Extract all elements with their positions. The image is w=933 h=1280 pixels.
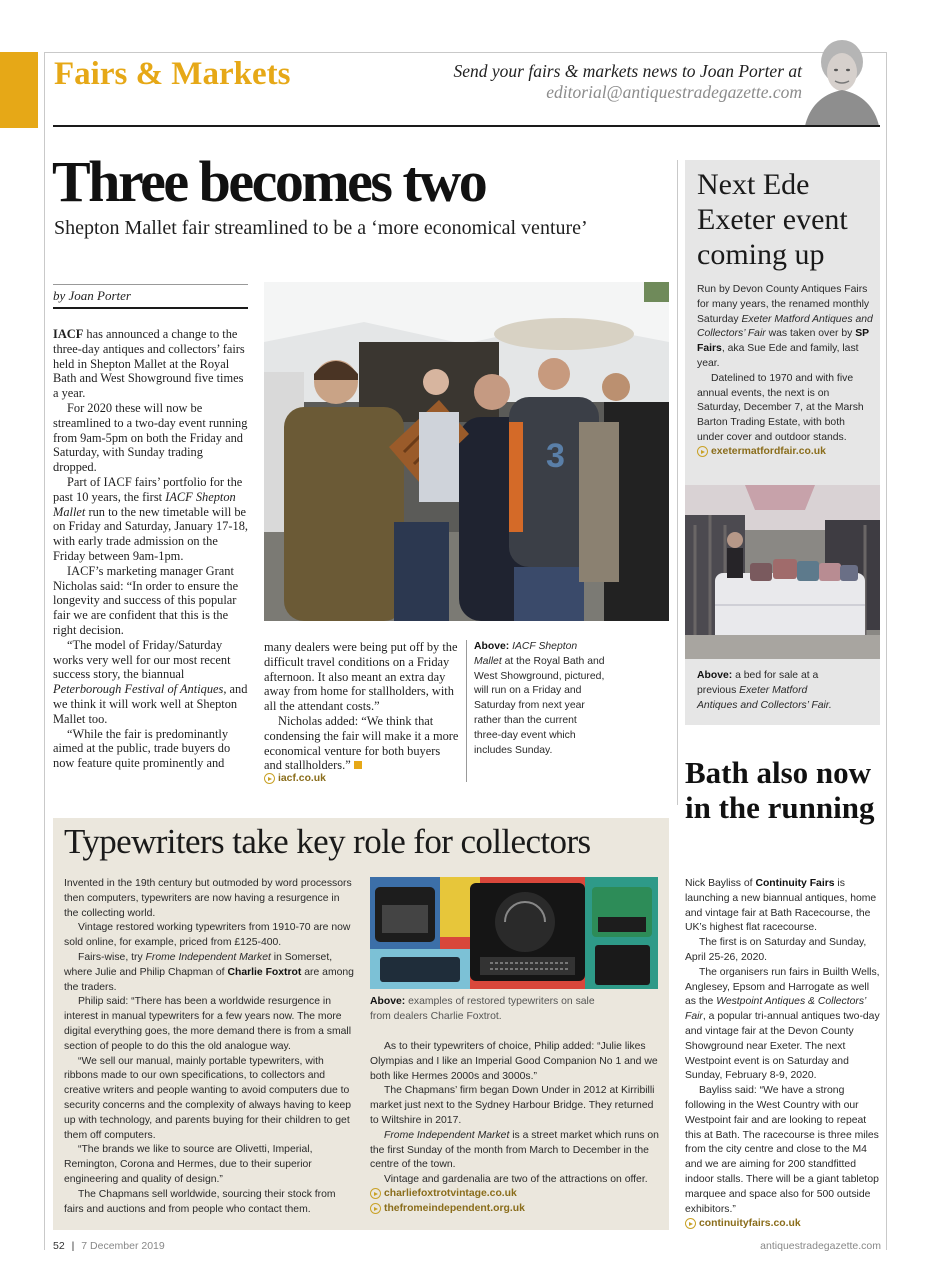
section-accent-bar <box>0 52 38 128</box>
paragraph <box>53 475 249 564</box>
main-headline: Three becomes two <box>52 149 486 214</box>
paragraph: Invented in the 19th century but outmoded by word processors then computers, typewriters are now having a resurgence in the collecting world. <box>64 878 352 919</box>
header-email[interactable]: editorial@antiquestradegazette.com <box>546 82 802 102</box>
typewriters-illustration <box>370 877 658 989</box>
caption-text: at the Royal Bath and West Showground, pictured, will run on a Friday and Saturday from next year rather than the current three-day event which includes Sunday. <box>474 655 605 756</box>
page-number: 52 <box>53 1240 65 1252</box>
typewriters-photo-caption <box>370 995 600 1025</box>
link-text[interactable]: thefromeindependent.org.uk <box>384 1203 525 1214</box>
bed-illustration <box>685 485 880 659</box>
text: The organisers run fairs in Builth Wells, Anglesey, Epsom and Harrogate as well as the <box>685 966 880 1008</box>
byline: by Joan Porter <box>53 288 131 303</box>
paragraph: The Chapmans’ firm began Down Under in 2012 at Kirribilli market just next to the Sydney Harbour Bridge. They returned to Wiltshire in 2017. <box>370 1085 655 1126</box>
paragraph: Datelined to 1970 and with five annual events, the next is on Saturday, December 7, at the Marsh Barton Trading Estate, with both under cover and outdoor stands. <box>697 372 864 443</box>
paragraph: For 2020 these will now be streamlined to a two-day event running from 9am-5pm on both the Friday and Saturday, with Sunday trading dropped. <box>53 400 248 475</box>
paragraph: Vintage and gardenalia are two of the attractions on offer. <box>384 1174 648 1186</box>
text: in Somerset, where Julie and Philip Chapman of <box>64 951 333 978</box>
text: Run by Devon County Antiques Fairs for many years, the renamed monthly Saturday <box>697 284 870 325</box>
text: , and we think it will work well at Shepton Mallet too. <box>53 682 248 726</box>
paragraph: The Chapmans sell worldwide, sourcing their stock from fairs and auctions and from people who contact them. <box>64 1188 336 1215</box>
text: Fairs-wise, try <box>78 951 146 963</box>
fair-name: Westpoint Antiques & Collectors’ Fair <box>685 996 866 1023</box>
fair-name: Peterborough Festival of Antiques <box>53 682 224 697</box>
text: , aka Sue Ede and family, last year. <box>697 343 859 369</box>
bath-headline: Bath also now in the running <box>685 755 875 825</box>
text: “The model of Friday/Saturday works very well for our most recent success story, the biannual <box>53 637 231 682</box>
text: run to the new timetable will be on Friday and Saturday, January 17-18, with early trade admission on the Friday between 9am-1pm. <box>53 504 248 563</box>
play-link-icon <box>370 1188 381 1199</box>
paragraph <box>53 327 249 401</box>
paragraph: many dealers were being put off by the difficult travel conditions on a Friday afternoon. It also meant an extra day away from home for stallholders, with all the attendant costs.” <box>264 640 458 714</box>
issue-date: 7 December 2019 <box>81 1240 165 1252</box>
text: Nicholas added: “We think that condensing the fair will make it a more economical venture for both buyers and stallholders.” <box>264 713 459 773</box>
text: Nick Bayliss of <box>685 878 756 889</box>
continuity-link[interactable] <box>685 1218 801 1229</box>
paragraph <box>685 877 881 936</box>
end-mark-icon <box>354 761 362 769</box>
typewriters-left-column <box>64 877 354 1217</box>
text: is launching a new biannual antiques, home and vintage fair at Bath Racecourse, the UK’s highest flat racecourse. <box>685 878 877 934</box>
footer-separator: | <box>71 1240 75 1252</box>
charliefoxtrot-link[interactable] <box>370 1188 517 1199</box>
main-story-column-1 <box>53 327 249 771</box>
text: was taken over by <box>765 328 856 340</box>
exeter-body <box>697 283 873 446</box>
market-name: Frome Independent Market <box>384 1129 510 1141</box>
exeter-link[interactable] <box>697 446 826 457</box>
link-text[interactable]: iacf.co.uk <box>278 773 326 784</box>
paragraph <box>697 283 873 372</box>
iacf-link[interactable] <box>264 773 326 784</box>
organiser: Continuity Fairs <box>755 878 835 889</box>
play-link-icon <box>370 1203 381 1214</box>
caption-text: a bed for sale at a previous <box>697 670 819 696</box>
paragraph: Bayliss said: “We have a strong following in the West Country with our Westpoint fair and are looking to repeat this at Bath. The racecourse is three miles from the city centre and close to the M4 and we are aiming for 200 standfitted indoor stalls. There will be a giant tabletop marquee and space also for 500 outside exhibitors.” <box>685 1085 879 1215</box>
text: has announced a change to the three-day antiques and collectors’ fairs held in Shepton Mallet at the Royal Bath and West Showground five times a year. <box>53 327 245 401</box>
paragraph: “While the fair is predominantly aimed at the public, trade buyers do now feature quite prominently and <box>53 726 231 771</box>
bath-body <box>685 877 881 1217</box>
fromeindependent-link[interactable] <box>370 1203 525 1214</box>
footer-left <box>53 1240 165 1252</box>
fair-name: Exeter Matford Antiques and Collectors’ Fair <box>697 313 873 340</box>
play-link-icon <box>697 446 708 457</box>
caption-fair: IACF Shepton Mallet <box>474 641 578 667</box>
fair-crowd-photo <box>264 282 669 621</box>
exeter-headline: Next Ede Exeter event coming up <box>697 168 848 271</box>
paragraph: “We sell our manual, mainly portable typewriters, with ribbons made to our own specifications, to collectors and creative writers and people wanting to avoid computers due to security concerns and the complexity of always having to keep up with technology, and parents buying for their children to get them off computers. <box>64 1055 352 1141</box>
play-link-icon <box>685 1218 696 1229</box>
caption-fair: Exeter Matford Antiques and Collectors’ Fair. <box>697 684 832 711</box>
caption-label: Above: <box>370 996 406 1007</box>
shirt-number: 3 <box>546 437 565 475</box>
play-link-icon <box>264 773 275 784</box>
portrait-illustration <box>803 34 881 126</box>
bed-photo <box>685 485 880 659</box>
link-text[interactable]: continuityfairs.co.uk <box>699 1218 801 1229</box>
lead-word: IACF <box>53 327 84 341</box>
caption-label: Above: <box>697 670 733 681</box>
organiser: SP Fairs <box>697 328 869 355</box>
paragraph <box>264 714 460 773</box>
paragraph: Philip said: “There has been a worldwide resurgence in interest in manual typewriters for a few years now. The more digital everything goes, the more demand there is from a small section of people to do this the old analogue way. <box>64 996 352 1052</box>
market-name: Frome Independent Market <box>145 951 271 963</box>
paragraph <box>685 966 881 1084</box>
byline-rule-bottom <box>53 307 248 309</box>
byline-rule-top <box>53 284 248 285</box>
link-text[interactable]: exetermatfordfair.co.uk <box>711 446 826 457</box>
caption-text: examples of restored typewriters on sale from dealers Charlie Foxtrot. <box>370 996 595 1022</box>
text: are among the traders. <box>64 966 354 993</box>
link-text[interactable]: charliefoxtrotvintage.co.uk <box>384 1188 517 1199</box>
paragraph: Vintage restored working typewriters from 1910-70 are now sold online, for example, priced from £125-400. <box>64 922 351 949</box>
caption-divider <box>466 640 467 782</box>
main-story-column-2 <box>264 640 460 773</box>
paragraph <box>64 951 354 995</box>
text: is a street market which runs on the first Sunday of the month from March to December in the centre of the town. <box>370 1129 659 1171</box>
paragraph: As to their typewriters of choice, Philip added: “Julie likes Olympias and I like an Imperial Good Companion No 1 and we both like Hermes 2000s and 3000s.” <box>370 1041 658 1082</box>
typewriters-photo <box>370 877 658 989</box>
footer-site[interactable]: antiquestradegazette.com <box>760 1240 881 1252</box>
caption-label: Above: <box>474 641 510 652</box>
header-rule <box>53 125 880 127</box>
paragraph: The first is on Saturday and Sunday, April 25-26, 2020. <box>685 937 867 963</box>
paragraph: IACF’s marketing manager Grant Nicholas said: “In order to ensure the longevity and success of this popular fair we are confident that this is the right decision. <box>53 563 239 637</box>
paragraph: “The brands we like to source are Olivetti, Imperial, Remington, Corona and Hermes, due to their superior engineering and quality of design.” <box>64 1144 313 1185</box>
section-title: Fairs & Markets <box>54 56 291 92</box>
fair-crowd-illustration <box>264 282 669 621</box>
header-tagline: Send your fairs & markets news to Joan Porter at <box>453 61 802 81</box>
text: Part of IACF fairs’ portfolio for the past 10 years, the first <box>53 474 243 504</box>
author-portrait <box>803 34 881 126</box>
main-photo-caption <box>474 640 606 758</box>
paragraph <box>370 1129 660 1173</box>
typewriters-right-column <box>370 1040 660 1188</box>
bed-photo-caption <box>697 669 847 713</box>
main-standfirst: Shepton Mallet fair streamlined to be a ‘more economical venture’ <box>54 217 588 239</box>
fair-name: IACF Shepton Mallet <box>53 489 236 519</box>
text: , a popular tri-annual antiques two-day and vintage fair at the Devon County Showground near Exeter. The next Westpoint event is on Saturday and Sunday, February 8-9, 2020. <box>685 1011 880 1082</box>
dealer-name: Charlie Foxtrot <box>227 966 302 978</box>
column-divider <box>677 160 678 805</box>
typewriters-headline: Typewriters take key role for collectors <box>64 822 591 861</box>
paragraph <box>53 638 249 727</box>
